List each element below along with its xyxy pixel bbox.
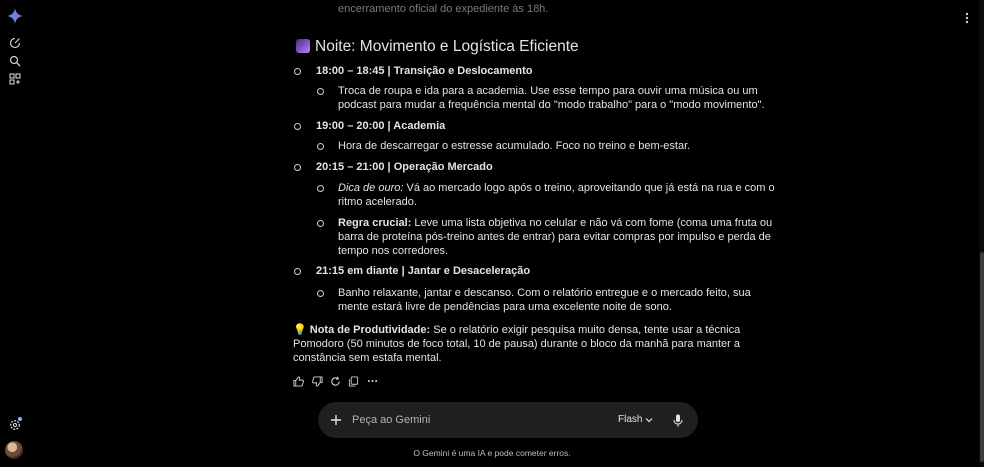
prompt-input-bar[interactable] <box>318 402 698 438</box>
section-title: Noite: Movimento e Logística Eficiente <box>315 38 579 55</box>
item-heading: 19:00 – 20:00 | Academia <box>316 120 446 132</box>
night-emoji <box>296 39 310 53</box>
note-line: Pomodoro (50 minutos de foco total, 10 de pausa) durante o bloco da manhã para manter a <box>293 338 741 350</box>
thumbs-down-icon[interactable] <box>310 374 324 388</box>
more-horiz-icon[interactable] <box>365 374 379 388</box>
sub-bullet <box>317 290 324 297</box>
sub-bullet <box>317 143 324 150</box>
scrollbar-thumb[interactable] <box>980 252 984 462</box>
left-rail <box>0 0 30 467</box>
model-selector[interactable]: Flash <box>618 414 643 425</box>
microphone-icon[interactable] <box>670 412 686 428</box>
gems-icon[interactable] <box>8 72 22 86</box>
note-label: Nota de Produtividade: <box>309 324 431 336</box>
note-text: Se o relatório exigir pesquisa muito densa, tente usar a técnica <box>430 324 741 336</box>
new-chat-icon[interactable] <box>8 36 22 50</box>
regenerate-icon[interactable] <box>328 374 342 388</box>
bullet <box>294 268 301 275</box>
tip-text: Vá ao mercado logo após o treino, aproveitando que já está na rua e com o <box>403 182 775 194</box>
tip-label: Dica de ouro: <box>338 182 404 194</box>
item-text <box>338 181 775 195</box>
gemini-sparkle-icon[interactable] <box>7 8 23 24</box>
note-line <box>293 323 740 337</box>
note-line: constância sem estafa mental. <box>293 352 442 364</box>
item-heading: 20:15 – 21:00 | Operação Mercado <box>316 161 493 173</box>
lightbulb-icon: 💡 <box>293 324 307 336</box>
notification-dot <box>18 417 22 421</box>
sub-bullet <box>317 88 324 95</box>
bullet <box>294 123 301 130</box>
faded-line: encerramento oficial do expediente às 18h. <box>338 3 549 15</box>
item-text: ritmo acelerado. <box>338 196 417 208</box>
item-text: tempo nos corredores. <box>338 245 449 257</box>
item-text: mente estará livre de pendências para uma excelente noite de sono. <box>338 301 672 313</box>
bullet <box>294 164 301 171</box>
item-heading: 18:00 – 18:45 | Transição e Deslocamento <box>316 65 533 77</box>
add-icon[interactable] <box>328 412 344 428</box>
more-vert-icon[interactable] <box>960 10 974 26</box>
sub-bullet <box>317 185 324 192</box>
item-text: Hora de descarregar o estresse acumulado. Foco no treino e bem-estar. <box>338 140 691 152</box>
chevron-down-icon[interactable] <box>644 415 654 425</box>
thumbs-up-icon[interactable] <box>291 374 305 388</box>
item-heading: 21:15 em diante | Jantar e Desaceleração <box>316 265 531 277</box>
item-text: podcast para mudar a frequência mental do "modo trabalho" para o "modo movimento". <box>338 99 765 111</box>
disclaimer: O Gemini é uma IA e pode cometer erros. <box>413 448 571 458</box>
copy-icon[interactable] <box>346 374 360 388</box>
item-text: Banho relaxante, jantar e descanso. Com o relatório entregue e o mercado feito, sua <box>338 287 751 299</box>
rule-text: Leve uma lista objetiva no celular e não vá com fome (coma uma fruta ou <box>411 217 773 229</box>
rule-label: Regra crucial: <box>338 217 412 229</box>
bullet <box>294 68 301 75</box>
search-icon[interactable] <box>8 54 22 68</box>
item-text: barra de proteína pós-treino antes de entrar) para evitar compras por impulso e perda de <box>338 231 771 243</box>
item-text: Troca de roupa e ida para a academia. Use esse tempo para ouvir uma música ou um <box>338 85 758 97</box>
item-text <box>338 216 772 230</box>
prompt-input[interactable]: Peça ao Gemini <box>352 414 431 426</box>
sub-bullet <box>317 220 324 227</box>
